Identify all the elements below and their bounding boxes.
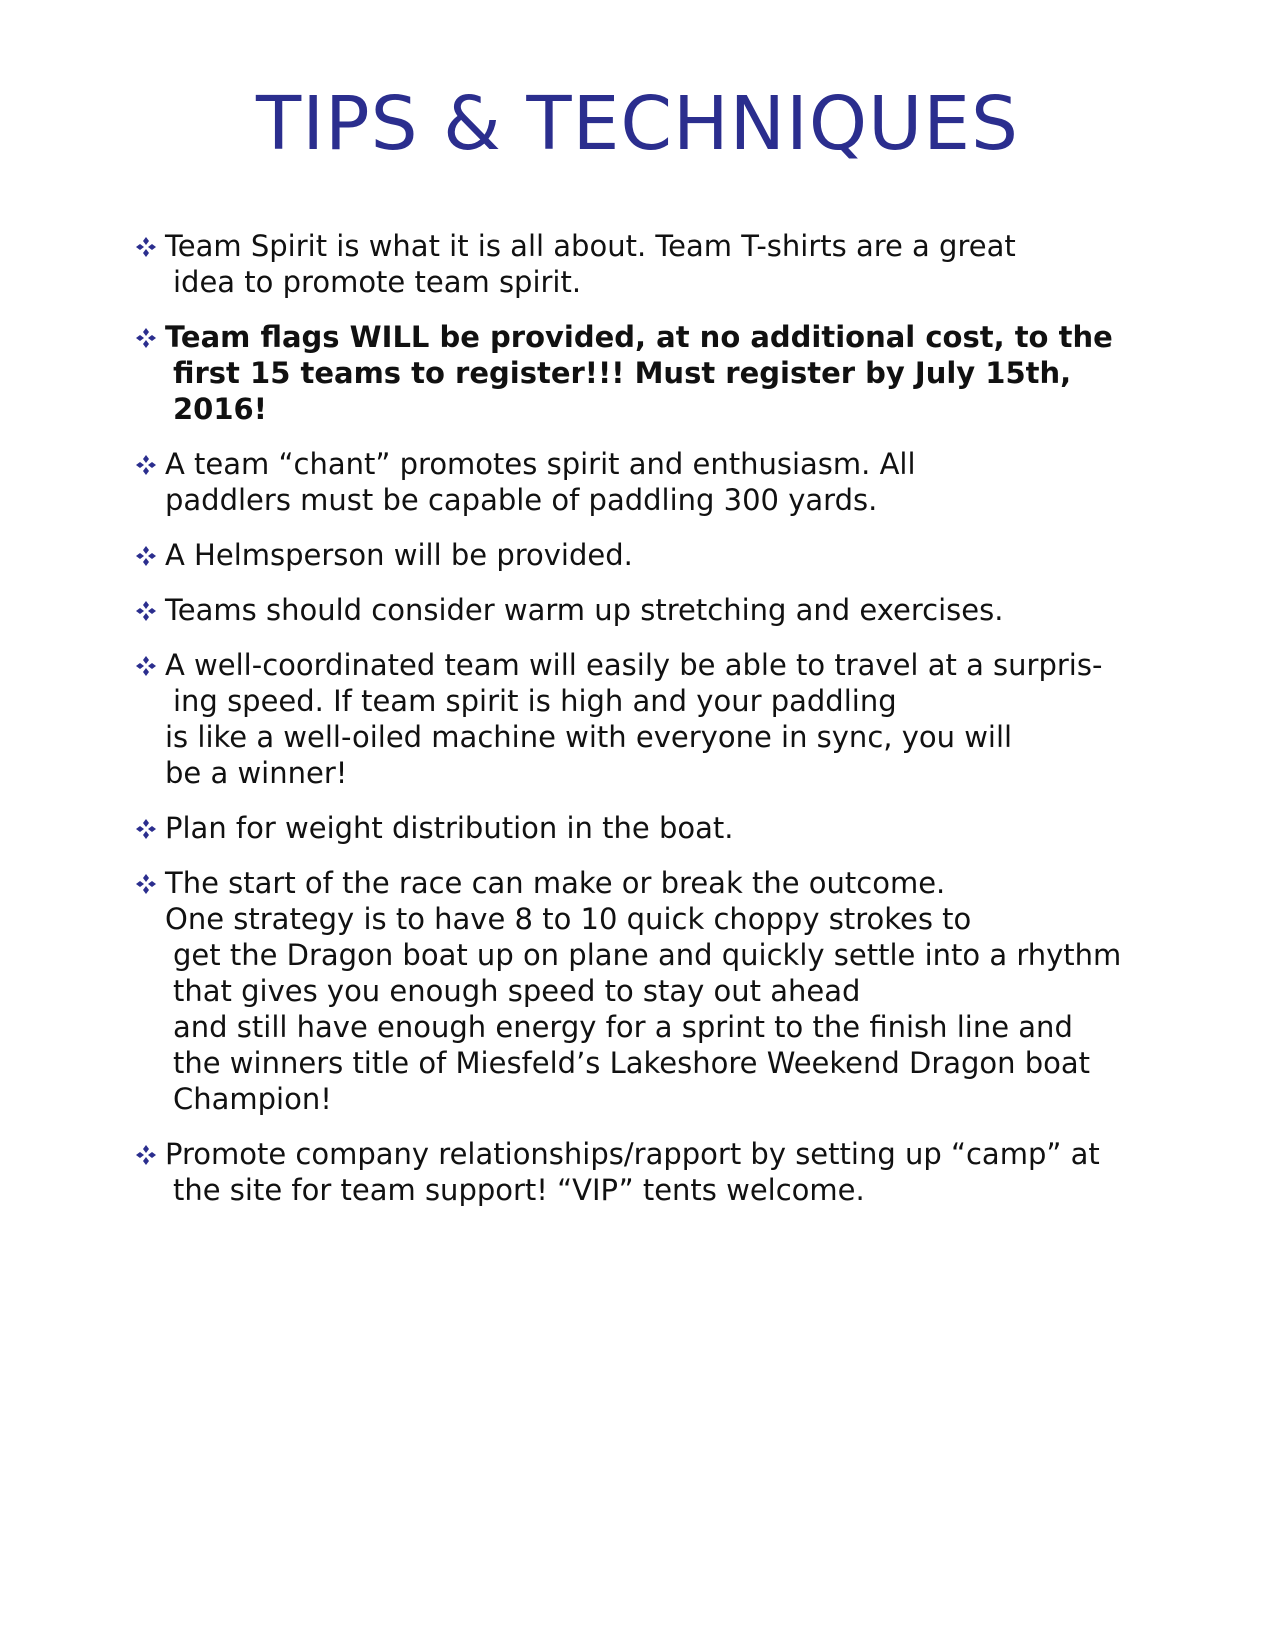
tip-line: Team Spirit is what it is all about. Team T-shirts are a great: [165, 229, 1016, 263]
tip-line: One strategy is to have 8 to 10 quick choppy strokes to: [165, 902, 972, 936]
tip-line: Teams should consider warm up stretching and exercises.: [165, 593, 1004, 627]
tip-line: the site for team support! “VIP” tents welcome.: [173, 1173, 865, 1207]
four-diamond-bullet-icon: [135, 655, 157, 677]
tip-line: A well-coordinated team will easily be able to travel at a surpris-: [165, 648, 1103, 682]
list-item: [135, 810, 1170, 846]
tip-line: 2016!: [173, 392, 267, 426]
tip-line: be a winner!: [165, 756, 348, 790]
tip-line: Champion!: [173, 1082, 332, 1116]
tips-list: [135, 228, 1170, 1227]
tip-line: Team flags WILL be provided, at no additional cost, to the: [165, 320, 1113, 354]
tip-line: paddlers must be capable of paddling 300 yards.: [165, 483, 878, 517]
list-item: [135, 865, 1170, 1117]
tip-line: first 15 teams to register!!! Must register by July 15th,: [173, 356, 1072, 390]
list-item: [135, 1136, 1170, 1208]
tip-line: The start of the race can make or break the outcome.: [165, 866, 946, 900]
tip-line: that gives you enough speed to stay out ahead: [173, 974, 861, 1008]
four-diamond-bullet-icon: [135, 545, 157, 567]
tip-line: is like a well-oiled machine with everyone in sync, you will: [165, 720, 1013, 754]
four-diamond-bullet-icon: [135, 236, 157, 258]
tip-line: Promote company relationships/rapport by setting up “camp” at: [165, 1137, 1100, 1171]
tip-line: idea to promote team spirit.: [173, 265, 582, 299]
list-item: [135, 228, 1170, 300]
tip-line: A team “chant” promotes spirit and enthusiasm. All: [165, 447, 916, 481]
tip-line: and still have enough energy for a sprint to the finish line and: [173, 1010, 1073, 1044]
page-title: TIPS & TECHNIQUES: [256, 81, 1019, 167]
four-diamond-bullet-icon: [135, 327, 157, 349]
list-item: [135, 647, 1170, 791]
four-diamond-bullet-icon: [135, 600, 157, 622]
four-diamond-bullet-icon: [135, 454, 157, 476]
tip-line: ing speed. If team spirit is high and your paddling: [173, 684, 897, 718]
four-diamond-bullet-icon: [135, 873, 157, 895]
four-diamond-bullet-icon: [135, 818, 157, 840]
tip-line: Plan for weight distribution in the boat.: [165, 811, 734, 845]
four-diamond-bullet-icon: [135, 1144, 157, 1166]
tip-line: get the Dragon boat up on plane and quickly settle into a rhythm: [173, 938, 1122, 972]
list-item: [135, 319, 1170, 427]
tip-line: the winners title of Miesfeld’s Lakeshore Weekend Dragon boat: [173, 1046, 1091, 1080]
list-item: [135, 446, 1170, 518]
list-item: [135, 592, 1170, 628]
tip-line: A Helmsperson will be provided.: [165, 538, 633, 572]
list-item: [135, 537, 1170, 573]
